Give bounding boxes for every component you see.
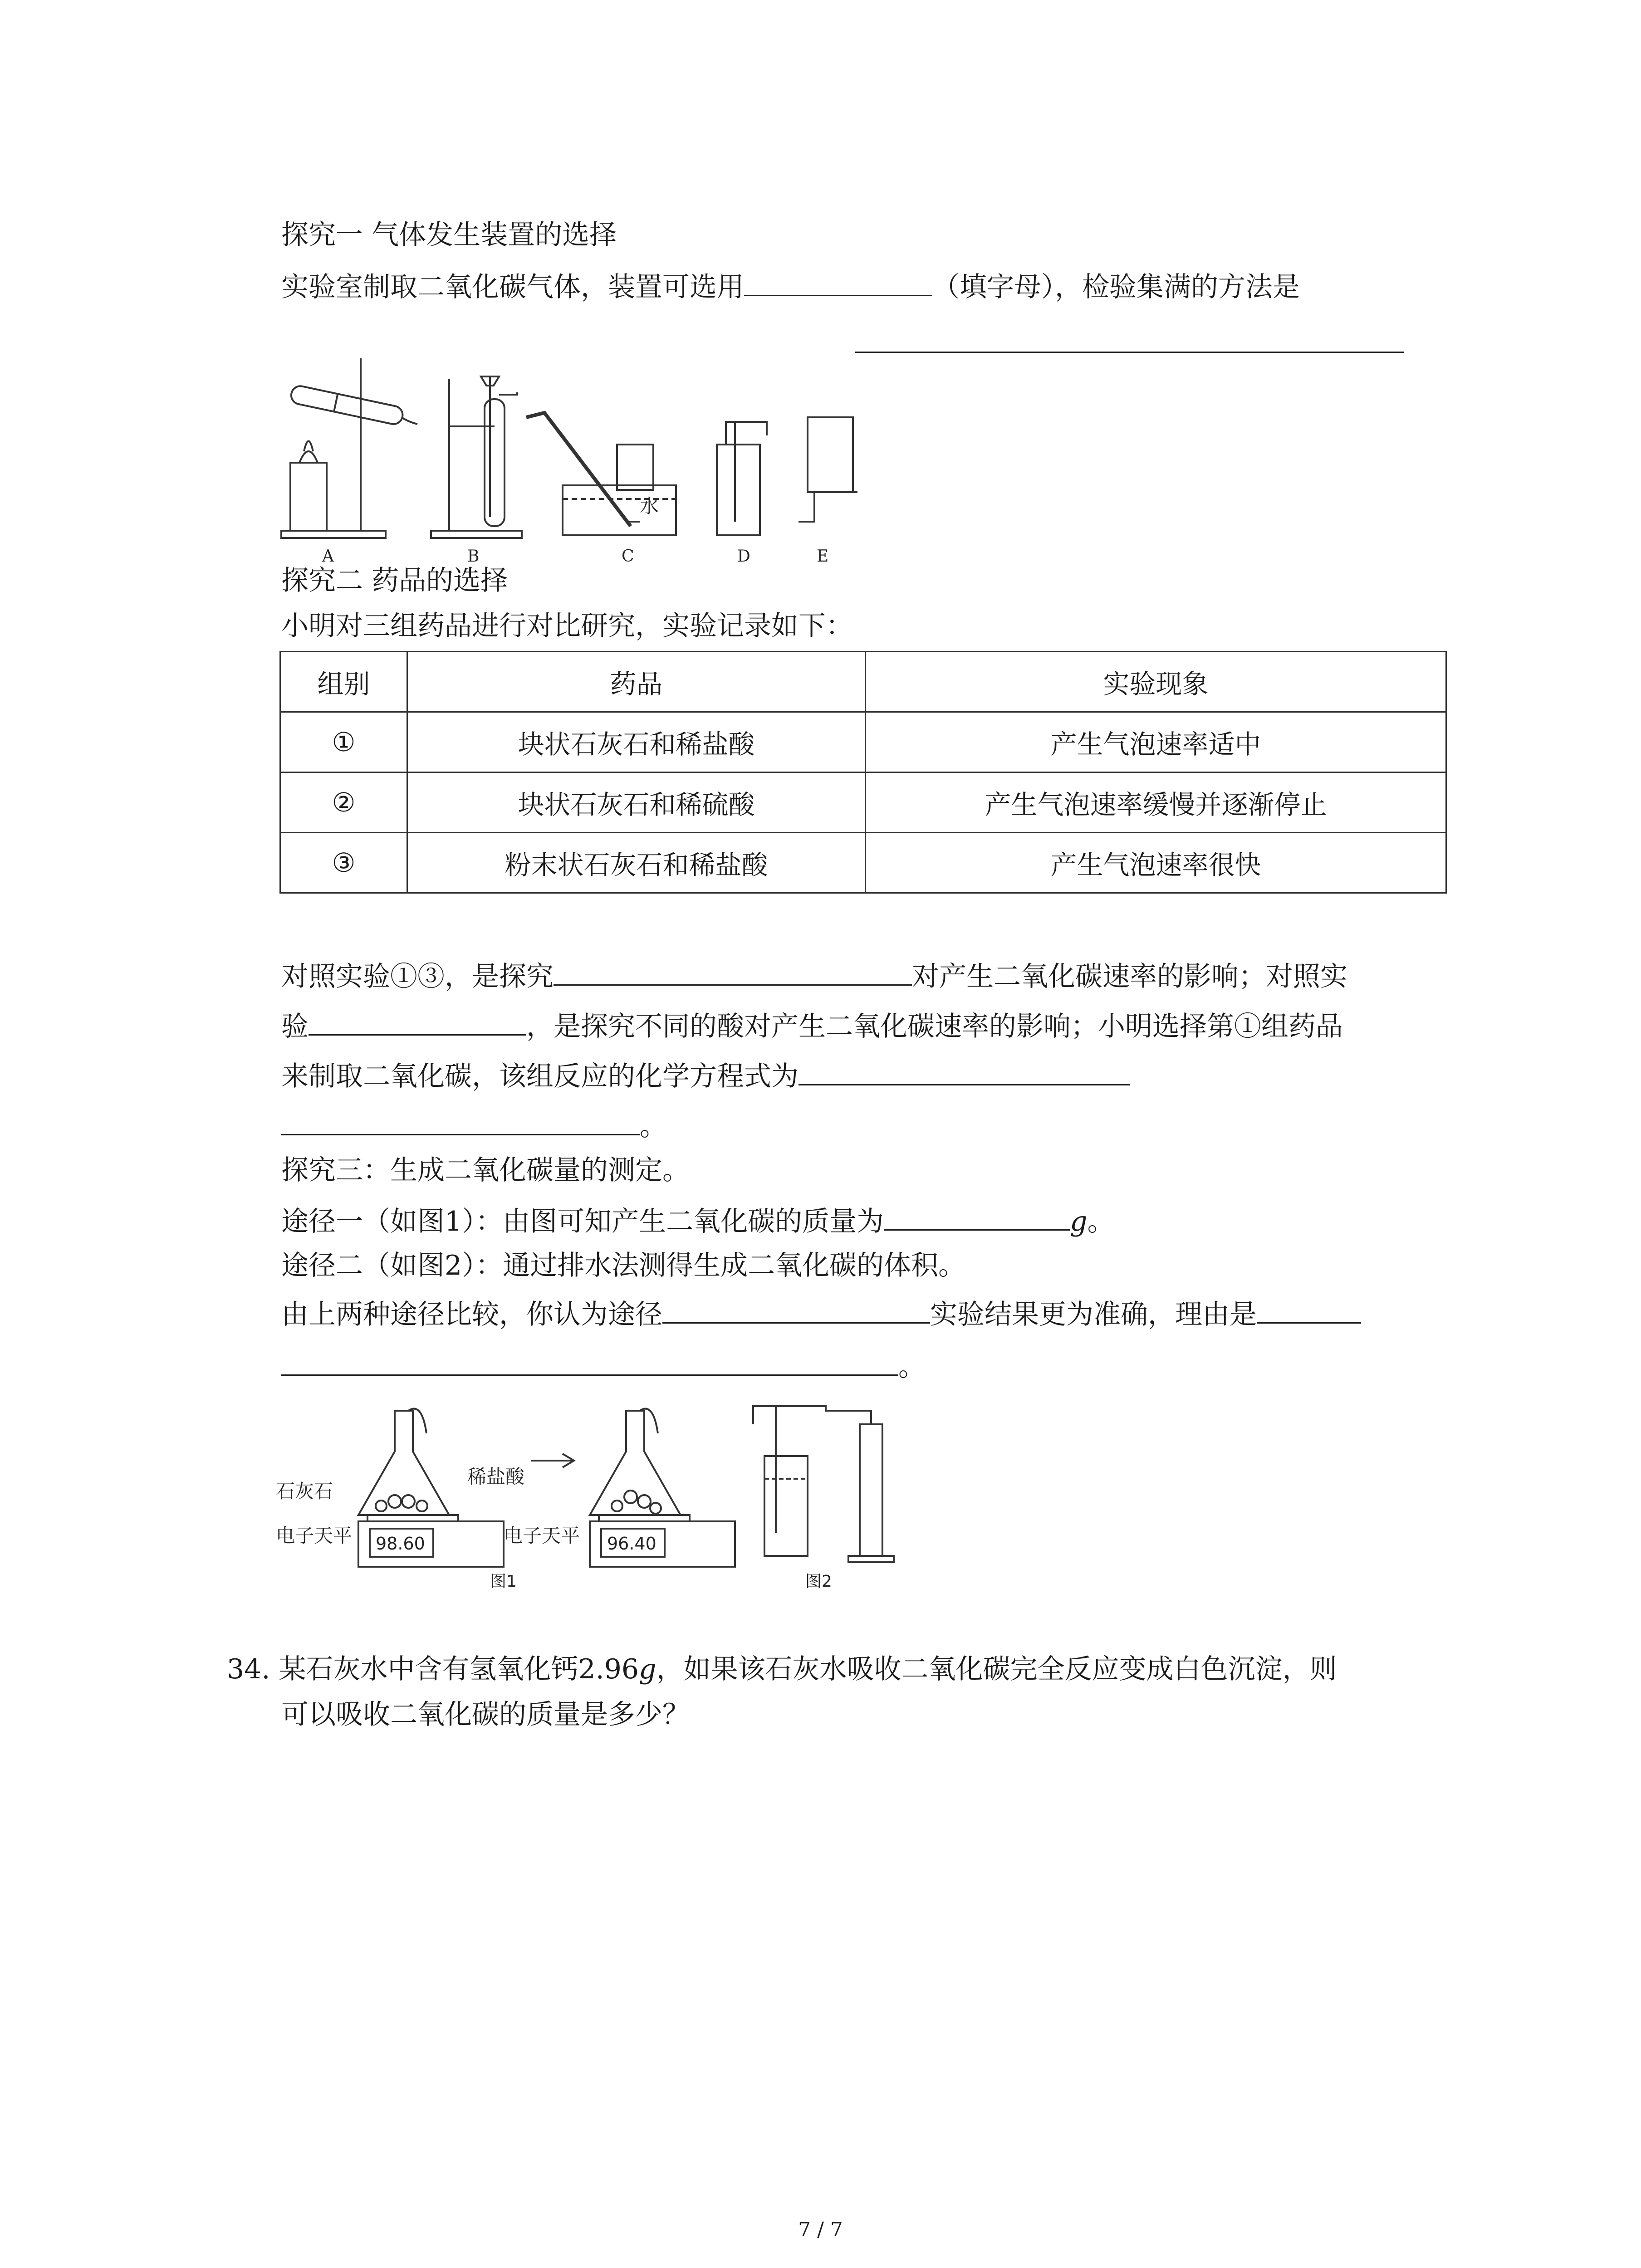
table-cell-reagent: 块状石灰石和稀硫酸 bbox=[407, 772, 866, 833]
apparatus-label-e: E bbox=[817, 547, 829, 566]
compare-line bbox=[281, 1295, 1361, 1333]
section2-intro: 小明对三组药品进行对比研究，实验记录如下： bbox=[281, 610, 853, 642]
table-cell-phenomenon: 产生气泡速率适中 bbox=[866, 712, 1446, 772]
para-line1 bbox=[281, 957, 1347, 995]
para-line2 bbox=[281, 1007, 1343, 1045]
para-l3-a: 来制取二氧化碳，该组反应的化学方程式为 bbox=[281, 1061, 798, 1092]
apparatus-figure bbox=[272, 349, 885, 567]
para-line3 bbox=[281, 1057, 1130, 1095]
q34-unit: g bbox=[639, 1653, 656, 1685]
table-header-reagents: 药品 bbox=[407, 652, 866, 712]
stand-base-a bbox=[281, 531, 386, 538]
table-header-group: 组别 bbox=[280, 652, 407, 712]
section3-title: 探究三：生成二氧化碳量的测定。 bbox=[281, 1154, 690, 1186]
route2-line: 途径二（如图2）：通过排水法测得生成二氧化碳的体积。 bbox=[281, 1250, 966, 1281]
route1-text: 途径一（如图1）：由图可知产生二氧化碳的质量为 bbox=[281, 1206, 884, 1237]
balance-label-1: 电子天平 bbox=[276, 1525, 353, 1547]
answer-blank-reason-cont[interactable] bbox=[281, 1347, 898, 1376]
figure-caption-2: 图2 bbox=[805, 1572, 832, 1591]
compare-text-b: 实验结果更为准确，理由是 bbox=[930, 1299, 1257, 1330]
table-header-phenomenon: 实验现象 bbox=[866, 652, 1446, 712]
limestone-label: 石灰石 bbox=[276, 1480, 333, 1502]
q34-number: 34. bbox=[227, 1653, 270, 1685]
apparatus-label-d: D bbox=[737, 547, 750, 566]
apparatus-drawing bbox=[272, 349, 885, 567]
table-cell-phenomenon: 产生气泡速率很快 bbox=[866, 833, 1446, 893]
q34-text-a: 某石灰水中含有氢氧化钙2.96 bbox=[279, 1653, 639, 1685]
experiment-table bbox=[279, 651, 1447, 894]
answer-blank-factor[interactable] bbox=[554, 957, 912, 986]
water-label: 水 bbox=[640, 495, 659, 517]
balance-label-2: 电子天平 bbox=[504, 1525, 580, 1547]
table-row bbox=[280, 712, 1446, 772]
lamp-body-a bbox=[290, 463, 327, 531]
q34-line2: 可以吸收二氧化碳的质量是多少？ bbox=[281, 1699, 690, 1730]
table-row bbox=[280, 833, 1446, 893]
acid-label: 稀盐酸 bbox=[467, 1466, 525, 1488]
figure-caption-1: 图1 bbox=[490, 1572, 517, 1591]
para-l1-a: 对照实验①③，是探究 bbox=[281, 961, 554, 992]
compare-end: 。 bbox=[898, 1351, 926, 1383]
section1-question-part1: 实验室制取二氧化碳气体，装置可选用 bbox=[281, 271, 744, 303]
measurement-figure bbox=[272, 1397, 930, 1592]
compare-text-a: 由上两种途径比较，你认为途径 bbox=[281, 1299, 662, 1330]
answer-blank-reason[interactable] bbox=[1257, 1295, 1361, 1324]
section1-title: 探究一 气体发生装置的选择 bbox=[281, 219, 617, 251]
route1-end: 。 bbox=[1087, 1206, 1115, 1237]
table-row bbox=[280, 772, 1446, 833]
section2-title: 探究二 药品的选择 bbox=[281, 565, 508, 596]
answer-blank-check-method[interactable] bbox=[855, 324, 1404, 353]
table-cell-group: ② bbox=[280, 772, 407, 833]
answer-blank-route[interactable] bbox=[662, 1295, 930, 1324]
answer-blank-apparatus[interactable] bbox=[744, 268, 932, 296]
table-cell-reagent: 块状石灰石和稀盐酸 bbox=[407, 712, 866, 772]
section1-question bbox=[281, 268, 1300, 305]
apparatus-label-b: B bbox=[467, 547, 480, 566]
answer-line-full-check[interactable] bbox=[855, 324, 1404, 362]
table-cell-group: ① bbox=[280, 712, 407, 772]
q34-line1 bbox=[227, 1651, 1337, 1687]
compare-line2 bbox=[281, 1347, 926, 1385]
page-number: 7 / 7 bbox=[798, 2218, 843, 2241]
apparatus-label-a: A bbox=[322, 547, 334, 566]
para-l2-b: ，是探究不同的酸对产生二氧化碳速率的影响；小明选择第①组药品 bbox=[526, 1011, 1343, 1042]
apparatus-label-c: C bbox=[622, 547, 634, 566]
answer-blank-equation-cont[interactable] bbox=[281, 1107, 640, 1135]
table-cell-group: ③ bbox=[280, 833, 407, 893]
answer-blank-equation[interactable] bbox=[798, 1057, 1130, 1085]
para-line4 bbox=[281, 1107, 667, 1144]
table-cell-phenomenon: 产生气泡速率缓慢并逐渐停止 bbox=[866, 772, 1446, 833]
balance-reading-1: 98.60 bbox=[376, 1534, 425, 1554]
answer-blank-co2-mass[interactable] bbox=[884, 1202, 1070, 1231]
para-l1-b: 对产生二氧化碳速率的影响；对照实 bbox=[912, 961, 1347, 992]
q34-text-b: ，如果该石灰水吸收二氧化碳完全反应变成白色沉淀，则 bbox=[656, 1653, 1337, 1685]
para-l4-end: 。 bbox=[640, 1110, 667, 1142]
route1-unit: g bbox=[1070, 1206, 1087, 1237]
answer-blank-compare[interactable] bbox=[309, 1007, 526, 1036]
table-cell-reagent: 粉末状石灰石和稀盐酸 bbox=[407, 833, 866, 893]
measurement-drawing bbox=[272, 1397, 930, 1592]
section1-question-part2: （填字母），检验集满的方法是 bbox=[932, 271, 1300, 303]
para-l2-a: 验 bbox=[281, 1011, 309, 1042]
balance-reading-2: 96.40 bbox=[607, 1534, 656, 1554]
route1-line bbox=[281, 1202, 1115, 1240]
table-header-row bbox=[280, 652, 1446, 712]
